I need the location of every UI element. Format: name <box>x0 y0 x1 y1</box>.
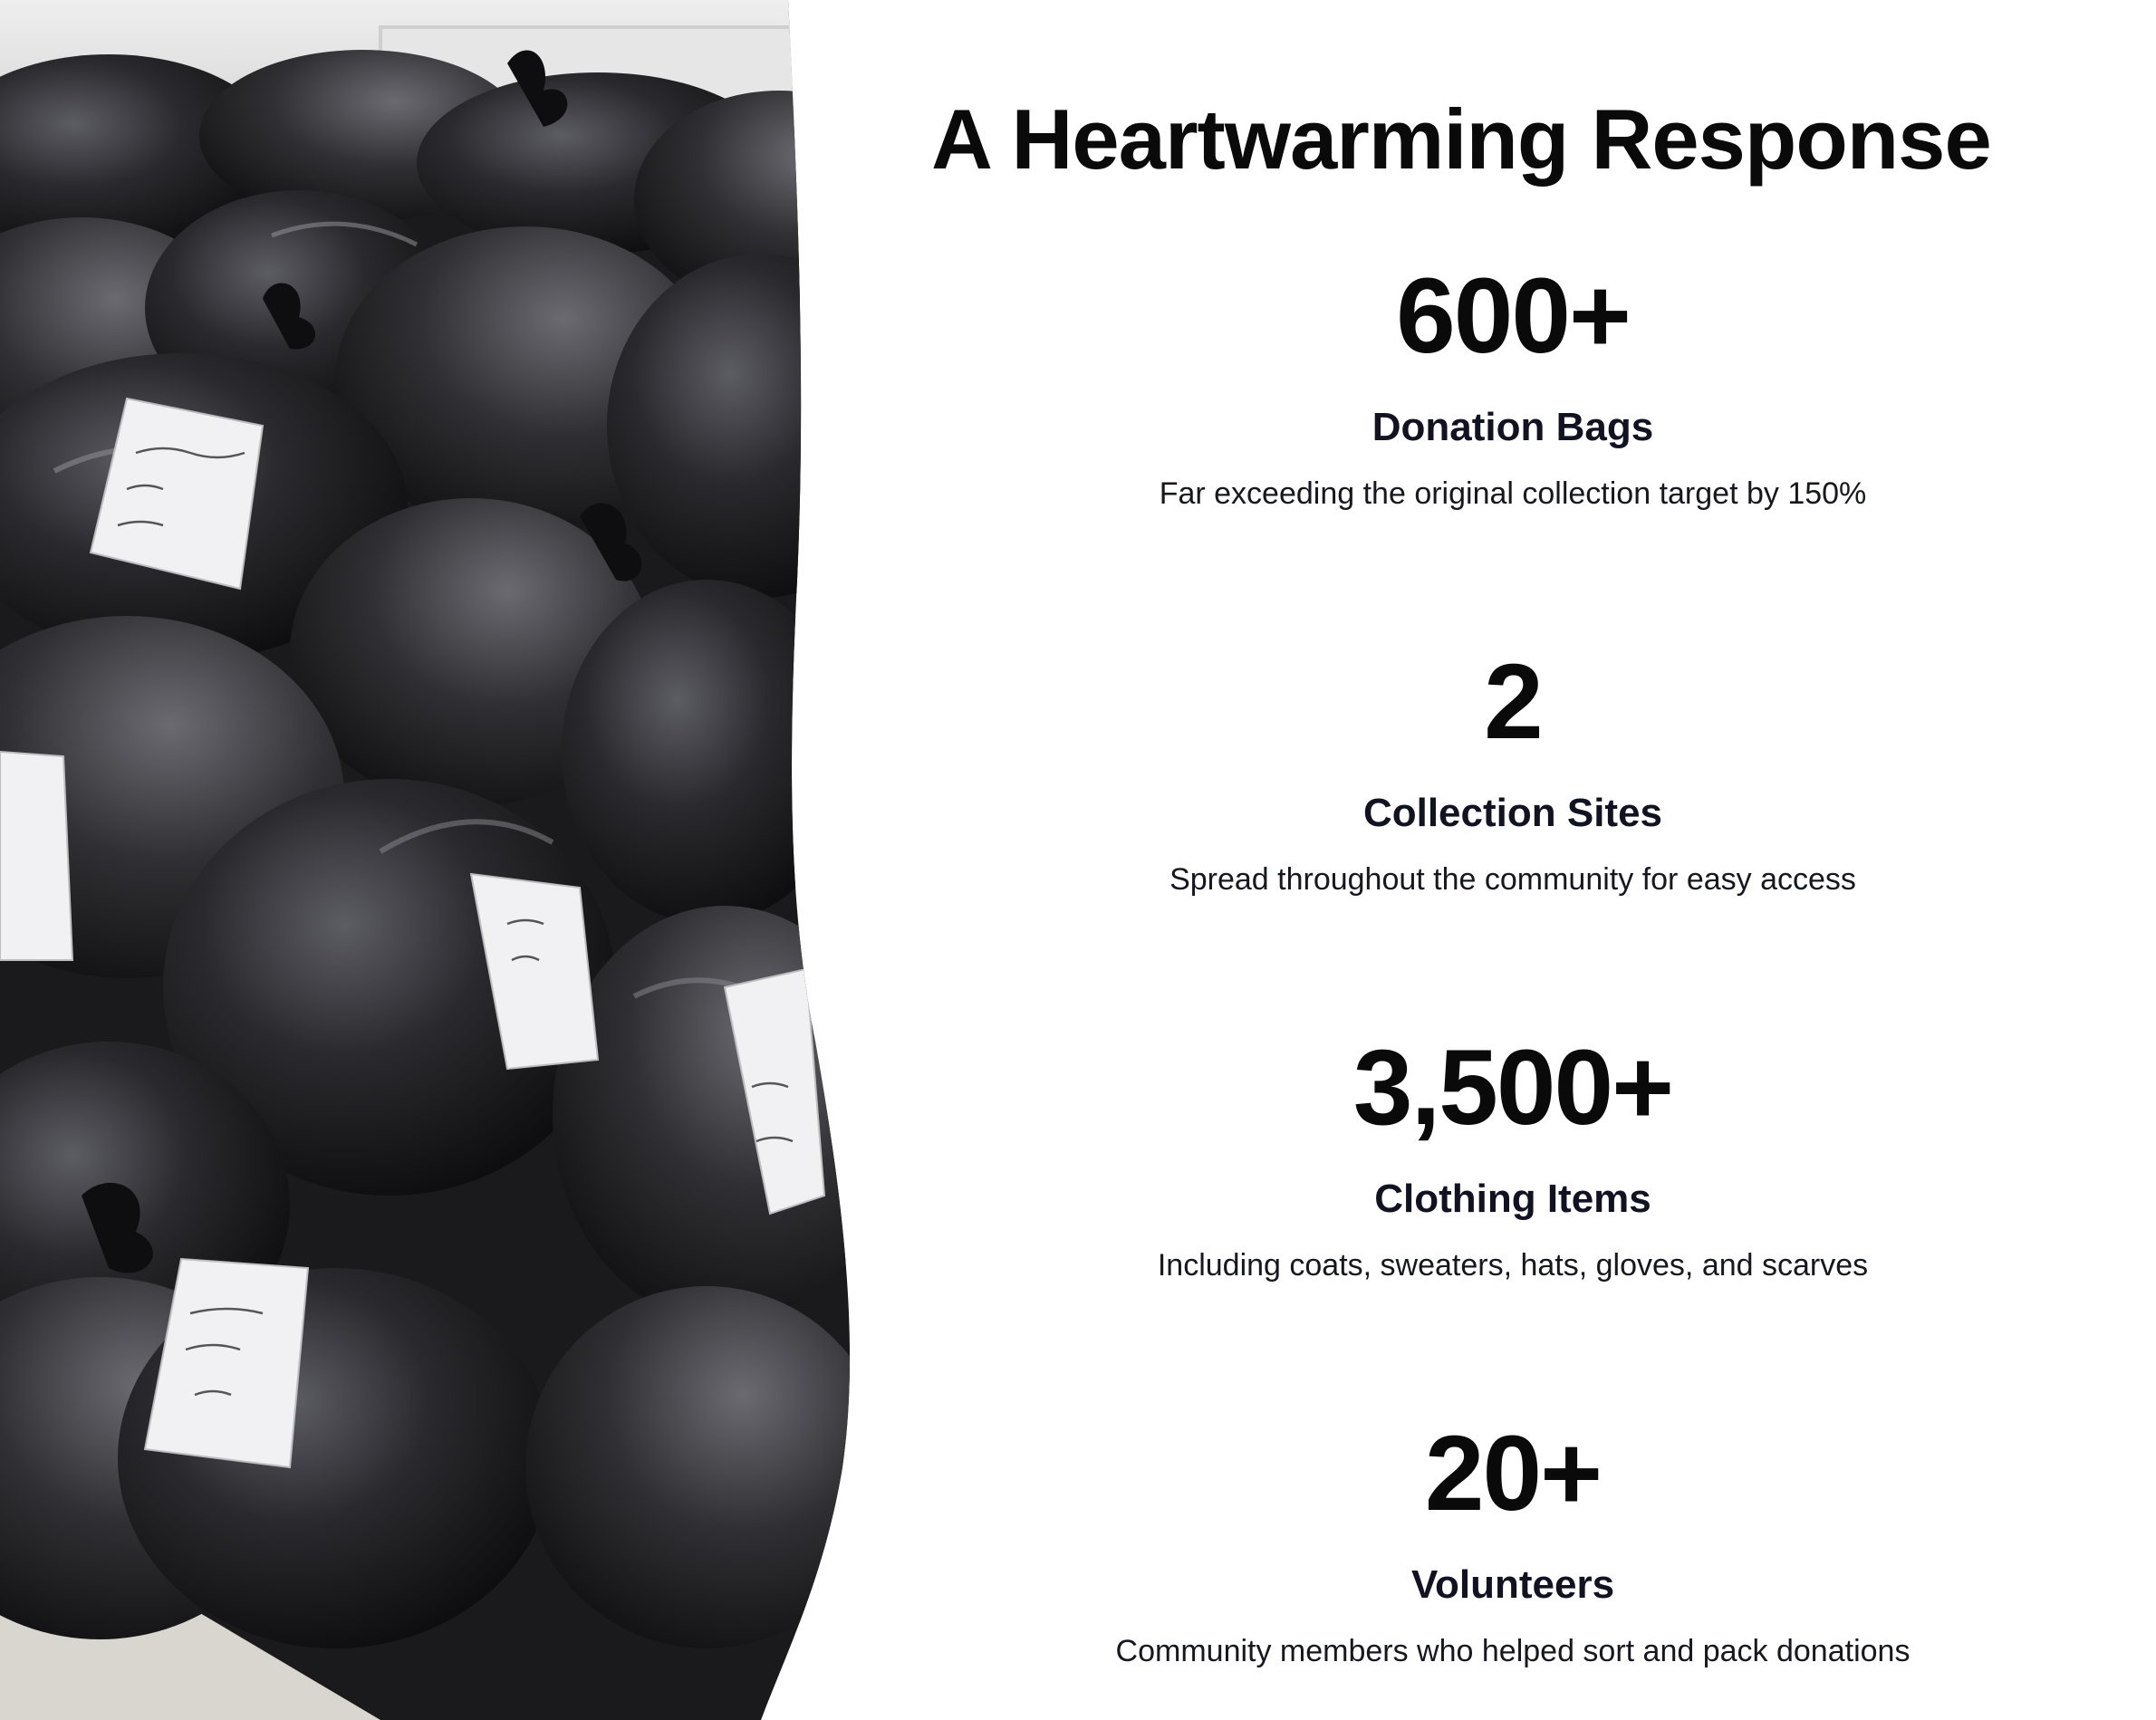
stat-label: Collection Sites <box>1362 791 1663 835</box>
stat-description: Far exceeding the original collection target by 150% <box>1159 476 1867 511</box>
page-title: A Heartwarming Response <box>931 91 1991 187</box>
stat-volunteers <box>906 1414 2120 1668</box>
stat-label: Donation Bags <box>1372 405 1654 449</box>
stats-panel <box>906 0 2156 1720</box>
stat-collection-sites <box>906 642 2120 897</box>
stat-description: Spread throughout the community for easy access <box>1169 862 1856 897</box>
stat-donation-bags <box>906 256 2120 511</box>
stat-label: Clothing Items <box>1374 1177 1651 1221</box>
stat-number: 600+ <box>1396 256 1630 376</box>
stat-description: Community members who helped sort and pack donations <box>1115 1634 1911 1668</box>
stat-number: 20+ <box>1424 1414 1602 1533</box>
stat-number: 2 <box>1484 642 1542 762</box>
donation-bags-photo <box>0 0 906 1720</box>
stat-number: 3,500+ <box>1352 1028 1673 1148</box>
stat-clothing-items <box>906 1028 2120 1283</box>
stat-label: Volunteers <box>1410 1562 1615 1607</box>
stat-description: Including coats, sweaters, hats, gloves, and scarves <box>1157 1248 1869 1283</box>
